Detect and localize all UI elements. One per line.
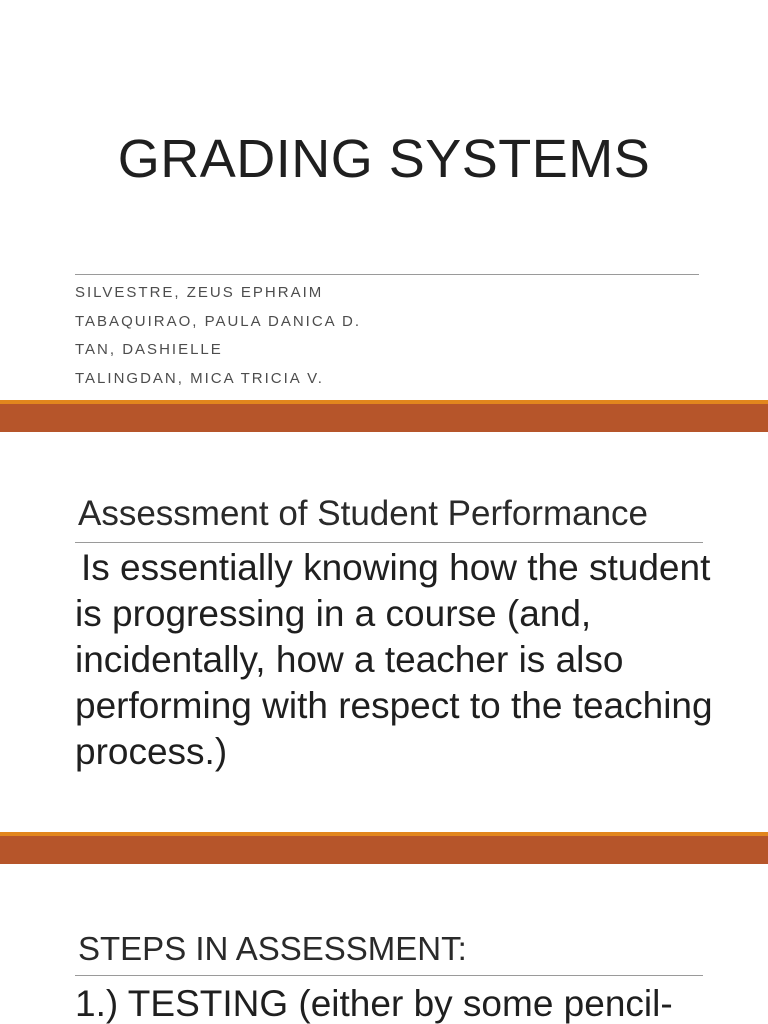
author-name: SILVESTRE, ZEUS EPHRAIM bbox=[75, 284, 324, 301]
author-name: TAN, DASHIELLE bbox=[75, 341, 223, 358]
slide-separator-bar bbox=[0, 400, 768, 432]
slide-body-text: Is essentially knowing how the student is progressing in a course (and, incidentally, how a teacher is also performing with respect to the teaching process.) bbox=[75, 547, 713, 772]
slide-steps bbox=[0, 864, 768, 1024]
slide-separator-bar bbox=[0, 832, 768, 864]
slide-body-text: 1.) TESTING (either by some pencil- bbox=[75, 983, 673, 1024]
slide-heading: STEPS IN ASSESSMENT: bbox=[78, 930, 467, 967]
author-list bbox=[75, 284, 361, 398]
heading-divider-line bbox=[75, 542, 703, 543]
author-name: TALINGDAN, MICA TRICIA V. bbox=[75, 369, 324, 387]
heading-divider-line bbox=[75, 975, 703, 976]
slide-title bbox=[0, 0, 768, 400]
slide-heading: Assessment of Student Performance bbox=[78, 494, 648, 533]
presentation-title: GRADING SYSTEMS bbox=[117, 129, 651, 189]
slide-assessment bbox=[0, 432, 768, 832]
author-name: TABAQUIRAO, PAULA DANICA D. bbox=[75, 312, 362, 330]
title-divider-line bbox=[75, 274, 699, 275]
